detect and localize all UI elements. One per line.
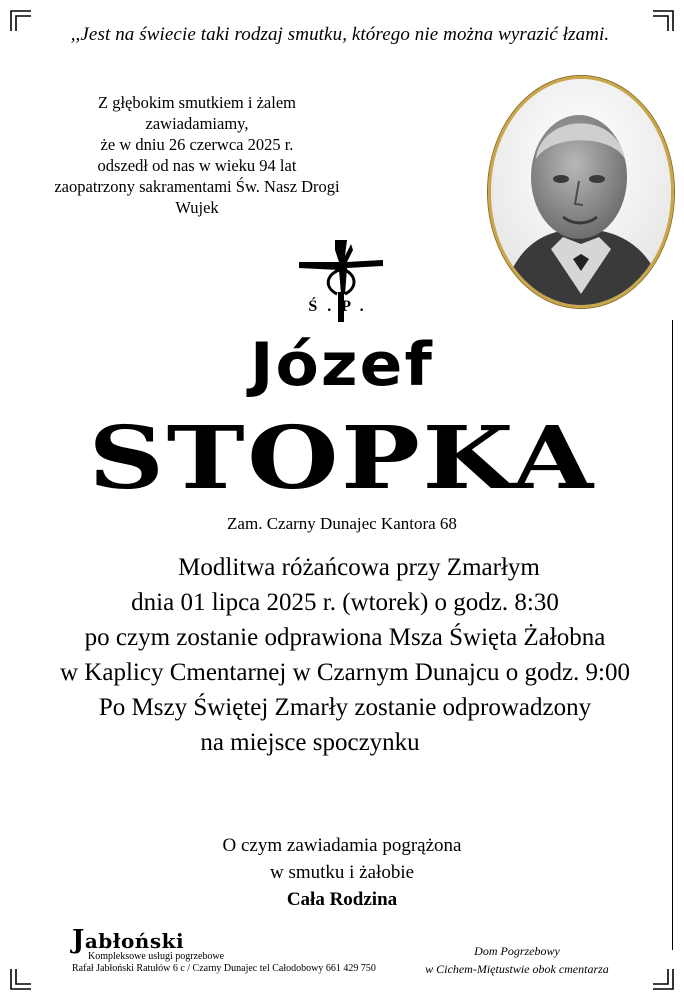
deceased-address: Zam. Czarny Dunajec Kantora 68 bbox=[227, 514, 457, 533]
frame-corner-top-right bbox=[652, 10, 674, 32]
intro-line: Wujek bbox=[175, 198, 219, 217]
funeral-home-title: Dom Pogrzebowy bbox=[474, 944, 560, 958]
frame-corner-bottom-left bbox=[10, 968, 32, 990]
ceremony-details bbox=[30, 550, 660, 760]
frame-corner-top-left bbox=[10, 10, 32, 32]
closing-block bbox=[0, 832, 684, 913]
funeral-company-logo bbox=[72, 925, 402, 975]
deceased-first-name: Józef bbox=[249, 330, 435, 400]
closing-line: O czym zawiadamia pogrążona bbox=[222, 835, 462, 856]
closing-line: w smutku i żałobie bbox=[269, 862, 415, 883]
portrait-photo bbox=[488, 76, 674, 308]
ceremony-line: na miejsce spoczynku bbox=[200, 729, 420, 756]
company-address: Rafał Jabłoński Ratułów 6 c / Czarny Dunajec tel Całodobowy 661 429 750 bbox=[72, 963, 376, 974]
portrait-image bbox=[491, 79, 671, 305]
funeral-home-info bbox=[412, 942, 622, 978]
frame-corner-bottom-right bbox=[652, 968, 674, 990]
company-tagline: Kompleksowe usługi pogrzebowe bbox=[88, 951, 225, 962]
ceremony-line: po czym zostanie odprawiona Msza Święta Żałobna bbox=[84, 624, 606, 651]
ceremony-line: Po Mszy Świętej Zmarły zostanie odprowadzony bbox=[98, 694, 592, 721]
intro-announcement bbox=[52, 92, 342, 218]
company-name bbox=[72, 925, 402, 955]
intro-line: zaopatrzony sakramentami Św. Nasz Drogi bbox=[54, 177, 340, 196]
company-name-rest: abłoński bbox=[84, 929, 185, 953]
company-initial: J bbox=[72, 925, 85, 955]
intro-line: odszedł od nas w wieku 94 lat bbox=[97, 156, 297, 175]
family-signature: Cała Rodzina bbox=[286, 889, 398, 910]
intro-line: Z głębokim smutkiem i żalem zawiadamiamy, bbox=[98, 93, 296, 133]
opening-quote: ,,Jest na świecie taki rodzaj smutku, którego nie można wyrazić łzami. bbox=[70, 24, 610, 45]
funeral-home-location: w Cichem-Miętustwie obok cmentarza bbox=[425, 962, 609, 976]
sp-initials: Ś.P. bbox=[308, 298, 374, 315]
ceremony-line: Modlitwa różańcowa przy Zmarłym bbox=[178, 554, 540, 581]
ceremony-line: w Kaplicy Cmentarnej w Czarnym Dunajcu o godz. 9:00 bbox=[60, 659, 630, 686]
deceased-last-name: STOPKA bbox=[88, 408, 596, 509]
ceremony-line: dnia 01 lipca 2025 r. (wtorek) o godz. 8:30 bbox=[131, 589, 559, 616]
intro-line: że w dniu 26 czerwca 2025 r. bbox=[100, 135, 294, 154]
